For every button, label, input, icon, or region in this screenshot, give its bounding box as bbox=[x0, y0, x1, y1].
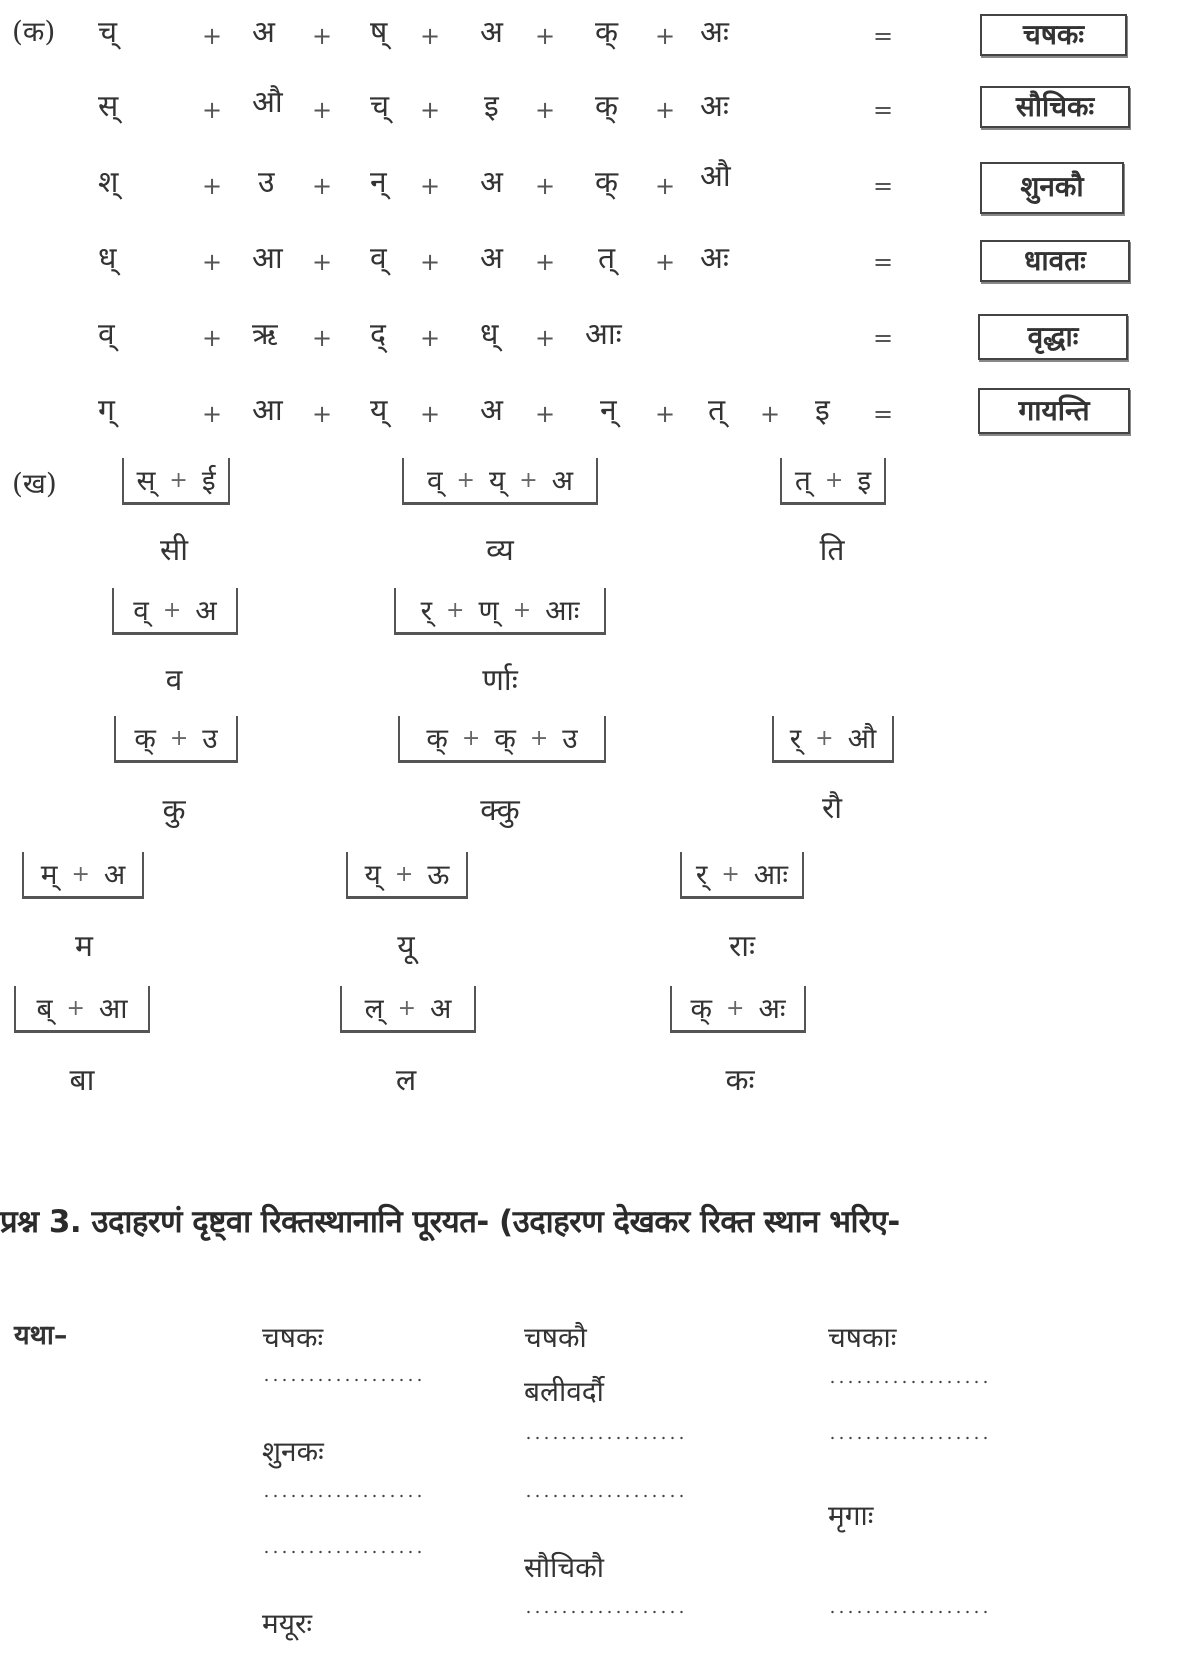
plus-sign: + bbox=[420, 400, 441, 428]
plus-sign: + bbox=[312, 172, 333, 200]
split-part: र् bbox=[695, 858, 708, 891]
plus-sign: + bbox=[394, 861, 414, 887]
split-box bbox=[112, 588, 238, 635]
equals-sign: = bbox=[873, 324, 894, 352]
split-part: क् bbox=[690, 992, 712, 1025]
split-box bbox=[14, 986, 150, 1033]
split-box bbox=[22, 852, 144, 899]
ka-row-1-part: अः bbox=[700, 15, 729, 50]
split-result: ति bbox=[819, 533, 845, 568]
split-result: सी bbox=[159, 533, 189, 568]
q3-col1-word: शुनकः bbox=[262, 1435, 324, 1468]
split-result: ल bbox=[395, 1063, 417, 1098]
split-result: व bbox=[165, 663, 183, 698]
split-part: उ bbox=[202, 722, 218, 755]
split-result: र्णाः bbox=[482, 663, 518, 698]
q3-col2-word: चषकौ bbox=[524, 1321, 587, 1354]
ka-row-4-part: अ bbox=[480, 241, 503, 276]
equals-sign: = bbox=[873, 172, 894, 200]
split-part: अ bbox=[551, 464, 574, 497]
ka-row-6-part: ग् bbox=[98, 393, 115, 428]
split-box bbox=[772, 716, 894, 763]
plus-sign: + bbox=[420, 172, 441, 200]
blank-line[interactable] bbox=[524, 1494, 684, 1498]
plus-sign: + bbox=[202, 96, 223, 124]
split-result: कु bbox=[162, 793, 186, 828]
split-box bbox=[780, 458, 886, 505]
ka-row-4-part: ध् bbox=[98, 241, 117, 276]
answer-box: शुनकौ bbox=[980, 162, 1124, 214]
split-box bbox=[670, 986, 806, 1033]
plus-sign: + bbox=[202, 324, 223, 352]
split-part: अः bbox=[758, 992, 786, 1025]
blank-line[interactable] bbox=[828, 1380, 988, 1384]
blank-line[interactable] bbox=[262, 1378, 422, 1382]
section-ka-label: (क) bbox=[12, 15, 56, 48]
ka-row-4-part: आ bbox=[252, 241, 283, 276]
ka-row-1-part: ष् bbox=[370, 15, 388, 50]
ka-row-5-part: ऋ bbox=[252, 317, 278, 352]
split-part: य् bbox=[488, 464, 506, 497]
ka-row-6-part: अ bbox=[480, 393, 503, 428]
ka-row-1-part: च् bbox=[98, 15, 118, 50]
plus-sign: + bbox=[312, 400, 333, 428]
plus-sign: + bbox=[655, 22, 676, 50]
split-result: म bbox=[75, 929, 93, 964]
plus-sign: + bbox=[519, 467, 538, 493]
split-box bbox=[398, 716, 606, 763]
ka-row-4-part: व् bbox=[370, 241, 387, 276]
plus-sign: + bbox=[655, 400, 676, 428]
plus-sign: + bbox=[446, 597, 465, 623]
ka-row-3-part: न् bbox=[370, 165, 387, 200]
q3-col1-word: चषकः bbox=[262, 1321, 324, 1354]
plus-sign: + bbox=[535, 172, 556, 200]
question-3-heading: प्रश्न 3. उदाहरणं दृष्ट्वा रिक्तस्थानानि पूरयत- (उदाहरण देखकर रिक्त स्थान भरिए- bbox=[0, 1204, 900, 1240]
blank-line[interactable] bbox=[524, 1610, 684, 1614]
split-part: अ bbox=[430, 992, 452, 1025]
blank-line[interactable] bbox=[262, 1494, 422, 1498]
split-part: व् bbox=[426, 464, 443, 497]
split-part: ल् bbox=[364, 992, 384, 1025]
plus-sign: + bbox=[760, 400, 781, 428]
plus-sign: + bbox=[397, 995, 416, 1021]
plus-sign: + bbox=[456, 467, 475, 493]
split-part: अ bbox=[195, 594, 217, 627]
split-part: आ bbox=[98, 992, 128, 1025]
ka-row-3-part: औ bbox=[700, 159, 731, 194]
plus-sign: + bbox=[420, 248, 441, 276]
blank-line[interactable] bbox=[828, 1436, 988, 1440]
answer-box: चषकः bbox=[980, 14, 1127, 56]
ka-row-4-part: अः bbox=[700, 241, 729, 276]
split-box bbox=[114, 716, 238, 763]
plus-sign: + bbox=[312, 22, 333, 50]
plus-sign: + bbox=[312, 96, 333, 124]
blank-line[interactable] bbox=[828, 1610, 988, 1614]
q3-col3-word: चषकाः bbox=[828, 1321, 897, 1354]
ka-row-4-part: त् bbox=[598, 241, 616, 276]
answer-box: धावतः bbox=[980, 240, 1130, 282]
ka-row-3-part: क् bbox=[595, 165, 619, 200]
equals-sign: = bbox=[873, 96, 894, 124]
split-part: क् bbox=[494, 722, 516, 755]
split-box bbox=[394, 588, 606, 635]
plus-sign: + bbox=[535, 400, 556, 428]
ka-row-6-part: आ bbox=[252, 393, 283, 428]
split-box bbox=[680, 852, 804, 899]
answer-box: सौचिकः bbox=[980, 86, 1130, 128]
plus-sign: + bbox=[71, 861, 90, 887]
split-box bbox=[122, 458, 230, 505]
plus-sign: + bbox=[529, 725, 549, 751]
plus-sign: + bbox=[420, 96, 441, 124]
plus-sign: + bbox=[202, 172, 223, 200]
ka-row-5-part: ध् bbox=[480, 317, 499, 352]
plus-sign: + bbox=[202, 22, 223, 50]
ka-row-2-part: इ bbox=[484, 89, 499, 124]
answer-box: गायन्ति bbox=[978, 388, 1130, 434]
example-label: यथा– bbox=[14, 1320, 68, 1351]
plus-sign: + bbox=[726, 995, 745, 1021]
plus-sign: + bbox=[162, 597, 182, 623]
ka-row-2-part: स् bbox=[98, 89, 119, 124]
ka-row-2-part: अः bbox=[700, 89, 729, 124]
split-part: क् bbox=[426, 722, 448, 755]
plus-sign: + bbox=[535, 324, 556, 352]
split-part: ई bbox=[201, 464, 216, 497]
plus-sign: + bbox=[535, 96, 556, 124]
split-result: राः bbox=[728, 929, 756, 964]
plus-sign: + bbox=[66, 995, 85, 1021]
split-result: रौ bbox=[821, 791, 843, 826]
split-part: इ bbox=[857, 464, 872, 497]
q3-col1-word: मयूरः bbox=[262, 1607, 313, 1640]
ka-row-2-part: क् bbox=[595, 89, 619, 124]
split-result: व्य bbox=[486, 533, 514, 568]
split-result: यू bbox=[397, 929, 415, 964]
split-part: उ bbox=[562, 722, 578, 755]
plus-sign: + bbox=[312, 324, 333, 352]
plus-sign: + bbox=[420, 324, 441, 352]
answer-box: वृद्धाः bbox=[978, 314, 1128, 360]
ka-row-1-part: अ bbox=[252, 15, 275, 50]
split-box bbox=[346, 852, 468, 899]
plus-sign: + bbox=[202, 248, 223, 276]
plus-sign: + bbox=[535, 22, 556, 50]
equals-sign: = bbox=[873, 22, 894, 50]
ka-row-1-part: अ bbox=[480, 15, 503, 50]
plus-sign: + bbox=[655, 248, 676, 276]
equals-sign: = bbox=[873, 248, 894, 276]
split-part: म् bbox=[40, 858, 58, 891]
split-part: आः bbox=[753, 858, 789, 891]
split-part: र् bbox=[789, 722, 802, 755]
plus-sign: + bbox=[815, 725, 834, 751]
split-box bbox=[402, 458, 598, 505]
split-part: ब् bbox=[36, 992, 53, 1025]
plus-sign: + bbox=[655, 96, 676, 124]
plus-sign: + bbox=[461, 725, 481, 751]
q3-col2-word: बलीवर्दौ bbox=[524, 1375, 604, 1408]
split-result: क्कु bbox=[480, 793, 520, 828]
plus-sign: + bbox=[535, 248, 556, 276]
plus-sign: + bbox=[312, 248, 333, 276]
split-part: आः bbox=[545, 594, 580, 627]
plus-sign: + bbox=[721, 861, 740, 887]
split-part: त् bbox=[794, 464, 811, 497]
split-part: व् bbox=[133, 594, 149, 627]
plus-sign: + bbox=[512, 597, 532, 623]
blank-line[interactable] bbox=[524, 1436, 684, 1440]
equals-sign: = bbox=[873, 400, 894, 428]
ka-row-3-part: उ bbox=[258, 165, 275, 200]
split-result: कः bbox=[725, 1063, 755, 1098]
ka-row-6-part: त् bbox=[708, 393, 726, 428]
ka-row-2-part: औ bbox=[252, 85, 283, 120]
q3-col3-word: मृगाः bbox=[828, 1499, 874, 1532]
split-part: य् bbox=[364, 858, 381, 891]
ka-row-5-part: आः bbox=[585, 317, 622, 352]
ka-row-5-part: व् bbox=[98, 317, 115, 352]
split-part: स् bbox=[136, 464, 156, 497]
ka-row-1-part: क् bbox=[595, 15, 619, 50]
blank-line[interactable] bbox=[262, 1550, 422, 1554]
split-part: औ bbox=[847, 722, 877, 755]
split-part: अ bbox=[103, 858, 126, 891]
section-kha-label: (ख) bbox=[12, 467, 57, 500]
q3-col2-word: सौचिकौ bbox=[524, 1551, 604, 1584]
split-part: ऊ bbox=[427, 858, 450, 891]
plus-sign: + bbox=[420, 22, 441, 50]
split-part: र् bbox=[420, 594, 433, 627]
split-result: बा bbox=[69, 1063, 95, 1098]
plus-sign: + bbox=[169, 467, 188, 493]
plus-sign: + bbox=[202, 400, 223, 428]
ka-row-5-part: द् bbox=[370, 317, 386, 352]
ka-row-3-part: अ bbox=[480, 165, 503, 200]
ka-row-6-part: न् bbox=[600, 393, 617, 428]
plus-sign: + bbox=[655, 172, 676, 200]
ka-row-3-part: श् bbox=[98, 165, 119, 200]
ka-row-6-part: य् bbox=[370, 393, 388, 428]
ka-row-6-part: इ bbox=[815, 393, 830, 428]
plus-sign: + bbox=[824, 467, 844, 493]
plus-sign: + bbox=[169, 725, 189, 751]
ka-row-2-part: च् bbox=[370, 89, 390, 124]
split-part: क् bbox=[134, 722, 156, 755]
split-part: ण् bbox=[478, 594, 499, 627]
split-box bbox=[340, 986, 476, 1033]
